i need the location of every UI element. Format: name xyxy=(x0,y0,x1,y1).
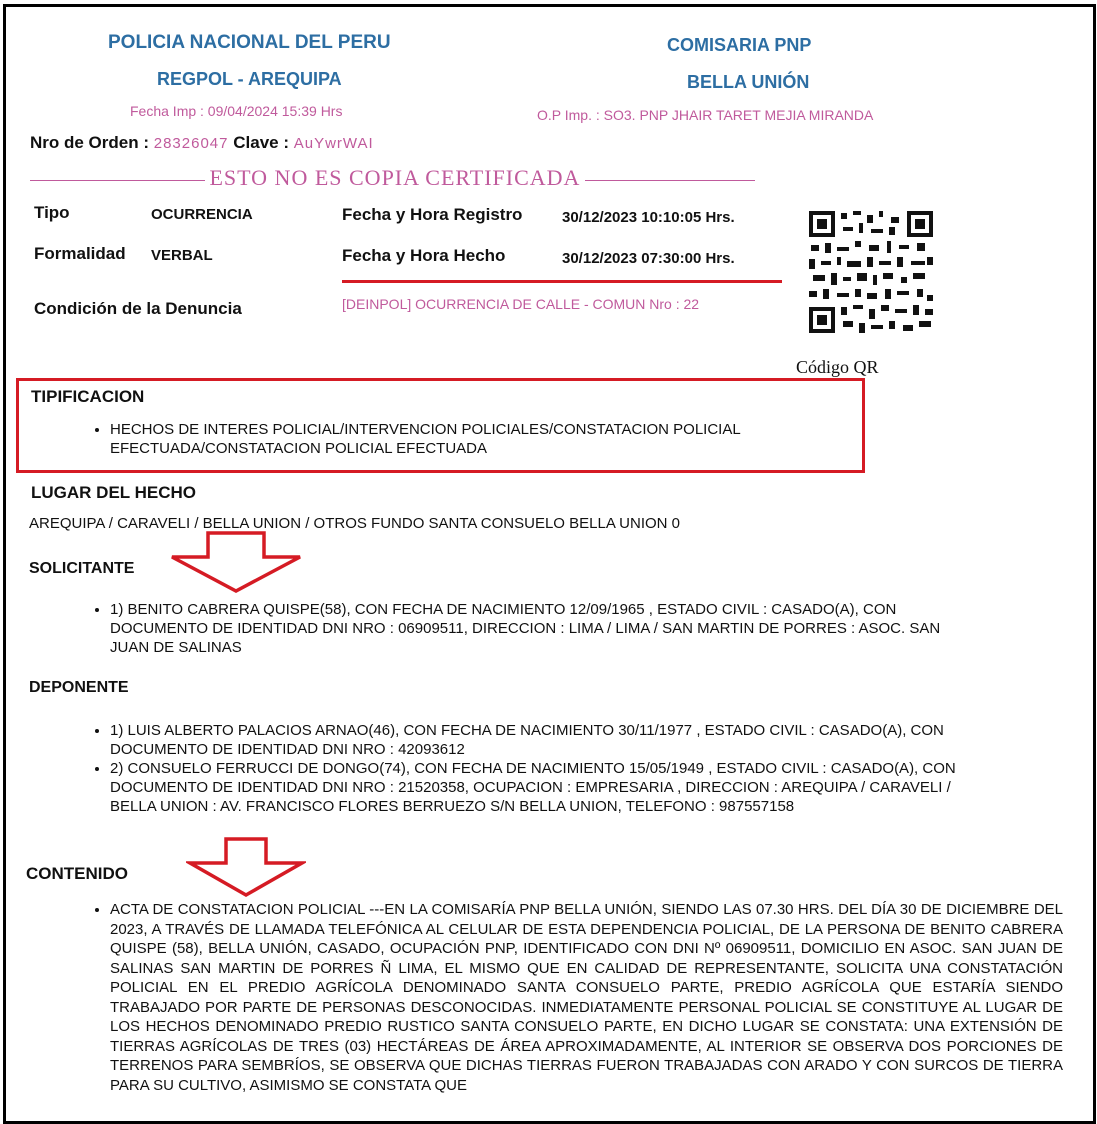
list-item: • HECHOS DE INTERES POLICIAL/INTERVENCION POLICIALES/CONSTATACION POLICIAL EFECTUADA/CONSTATACION POLICIAL EFECTUADA xyxy=(110,420,848,458)
order-number-value: 28326047 xyxy=(153,135,229,152)
hecho-value: 30/12/2023 07:30:00 Hrs. xyxy=(562,250,735,267)
divider xyxy=(30,180,205,181)
arrow-down-icon xyxy=(166,531,306,595)
deponente-title: DEPONENTE xyxy=(29,679,129,696)
not-certified-banner xyxy=(30,165,755,191)
contenido-title: CONTENIDO xyxy=(26,864,128,883)
order-number-label: Nro de Orden : xyxy=(30,133,150,152)
tipificacion-title: TIPIFICACION xyxy=(31,387,145,406)
solicitante-list xyxy=(88,600,958,657)
hecho-label: Fecha y Hora Hecho xyxy=(342,246,506,265)
clave-value: AuYwrWAI xyxy=(293,135,374,152)
tipo-value: OCURRENCIA xyxy=(151,206,253,223)
order-line xyxy=(30,133,374,153)
lugar-text: AREQUIPA / CARAVELI / BELLA UNION / OTROS FUNDO SANTA CONSUELO BELLA UNION 0 xyxy=(29,515,681,532)
divider xyxy=(585,180,755,181)
document-page xyxy=(3,4,1096,1124)
not-certified-text: ESTO NO ES COPIA CERTIFICADA xyxy=(209,165,581,190)
registro-label: Fecha y Hora Registro xyxy=(342,205,523,224)
registro-value: 30/12/2023 10:10:05 Hrs. xyxy=(562,209,735,226)
tipo-label: Tipo xyxy=(34,203,70,222)
list-item: • ACTA DE CONSTATACION POLICIAL ---EN LA COMISARÍA PNP BELLA UNIÓN, SIENDO LAS 07.30 HRS. DEL DÍA 30 DE DICIEMBRE DEL 2023, A TRAVÉS DE LLAMADA TELEFÓNICA AL CELULAR DE ESTA DEPENDENCIA POLICIAL, DE LA PERSONA DE BENITO CABRERA QUISPE (58), BELLA UNIÓN, CASADO, OCUPACIÓN PNP, IDENTIFICADO CON DNI Nº 06909511, DOMICILIO EN ASOC. SAN JUAN DE SALINAS SAN MARTIN DE PORRES Ñ LIMA, EL MISMO QUE EN CALIDAD DE REPRESENTANTE, SOLICITA UNA CONSTATACIÓN POLICIAL EN EL PREDIO AGRÍCOLA DENOMINADO SANTA CONSUELO PARTE, PREDIO AGRÍCOLA QUE ESTARÍA SIENDO TRABAJADO POR PARTE DE PERSONAS DESCONOCIDAS. INMEDIATAMENTE PERSONAL POLICIAL SE CONSTITUYE AL LUGAR DE LOS HECHOS DENOMINADO PREDIO RUSTICO SANTA CONSUELO PARTE, EN DICHO LUGAR SE CONSTATA: UNA EXTENSIÓN DE TIERRAS AGRÍCOLAS DE TRES (03) HECTÁREAS DE ÁREA APROXIMADAMENTE, AL INTERIOR SE OBSERVA DOS PORCIONES DE TERRENOS PARA SEMBRÍOS, SE OBSERVA QUE DICHAS TIERRAS FUERON TRABAJADAS CON ARADO Y CON SURCOS DE TIERRA PARA SU CULTIVO, ASIMISMO SE CONSTATA QUE xyxy=(110,900,1063,1095)
contenido-list xyxy=(88,900,1063,1095)
print-operator: O.P Imp. : SO3. PNP JHAIR TARET MEJIA MIRANDA xyxy=(537,107,874,123)
list-item: • 1) LUIS ALBERTO PALACIOS ARNAO(46), CON FECHA DE NACIMIENTO 30/11/1977 , ESTADO CIVIL : CASADO(A), CON DOCUMENTO DE IDENTIDAD DNI NRO : 42093612 xyxy=(110,721,963,759)
lugar-title: LUGAR DEL HECHO xyxy=(31,483,196,502)
qr-code xyxy=(807,209,935,335)
header-institution: POLICIA NACIONAL DEL PERU xyxy=(108,32,391,53)
header-location: BELLA UNIÓN xyxy=(687,72,810,92)
tipificacion-list xyxy=(88,420,848,458)
solicitante-title: SOLICITANTE xyxy=(29,560,135,577)
qr-caption: Código QR xyxy=(796,357,879,377)
header-region: REGPOL - AREQUIPA xyxy=(157,69,342,89)
list-item: • 1) BENITO CABRERA QUISPE(58), CON FECHA DE NACIMIENTO 12/09/1965 , ESTADO CIVIL : CASADO(A), CON DOCUMENTO DE IDENTIDAD DNI NRO : 06909511, DIRECCION : LIMA / LIMA / SAN MARTIN DE PORRES : ASOC. SAN JUAN DE SALINAS xyxy=(110,600,958,657)
formalidad-label: Formalidad xyxy=(34,244,126,263)
list-item: • 2) CONSUELO FERRUCCI DE DONGO(74), CON FECHA DE NACIMIENTO 15/05/1949 , ESTADO CIVIL : CASADO(A), CON DOCUMENTO DE IDENTIDAD DNI NRO : 21520358, OCUPACION : EMPRESARIA , DIRECCION : AREQUIPA / CARAVELI / BELLA UNION : AV. FRANCISCO FLORES BERRUEZO S/N BELLA UNION, TELEFONO : 987557158 xyxy=(110,759,963,816)
header-comisaria: COMISARIA PNP xyxy=(667,35,812,55)
qr-code-graphic xyxy=(807,209,935,335)
deponente-list xyxy=(88,721,963,816)
print-date: Fecha Imp : 09/04/2024 15:39 Hrs xyxy=(130,103,343,119)
arrow-down-icon xyxy=(186,837,306,899)
clave-label: Clave : xyxy=(233,133,289,152)
highlight-underline xyxy=(342,280,782,283)
condicion-label: Condición de la Denuncia xyxy=(34,299,242,318)
condicion-value: [DEINPOL] OCURRENCIA DE CALLE - COMUN Nro : 22 xyxy=(342,296,700,312)
formalidad-value: VERBAL xyxy=(151,247,213,264)
